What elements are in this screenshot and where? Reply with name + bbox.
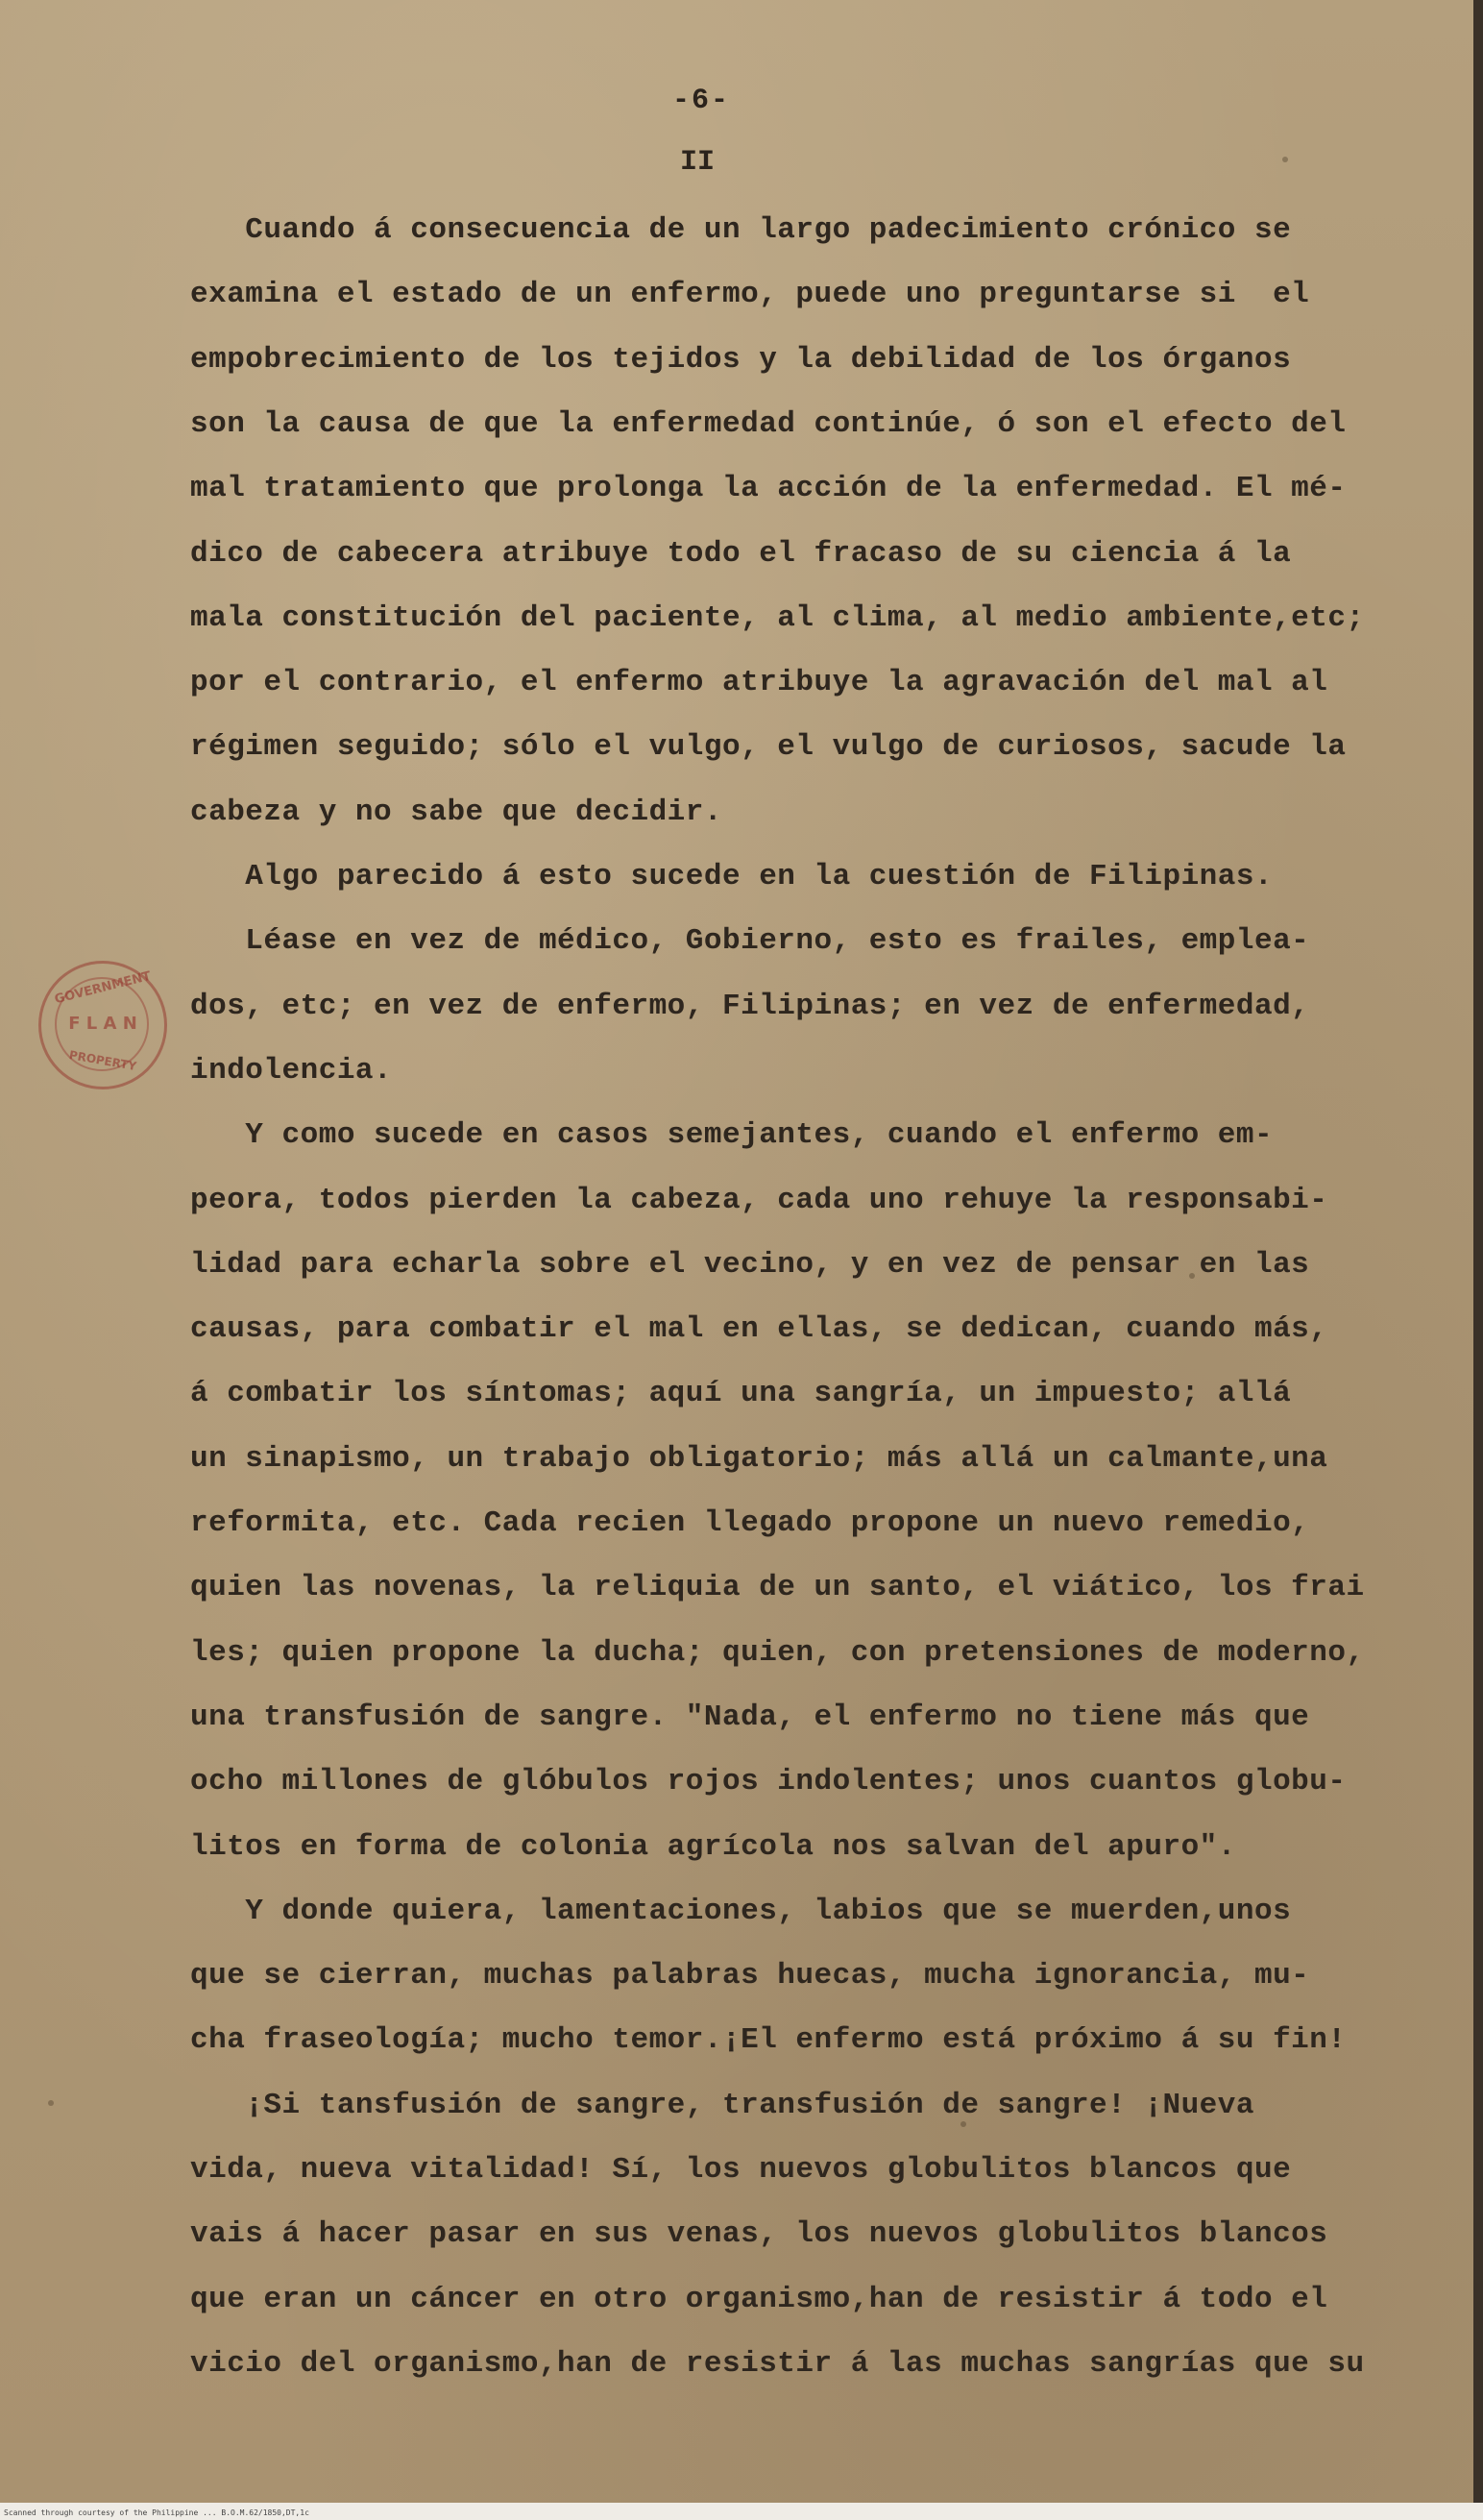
text-line: ocho millones de glóbulos rojos indolentes; unos cuantos globu- [190,1765,1347,1799]
text-line: reformita, etc. Cada recien llegado propone un nuevo remedio, [190,1506,1310,1540]
paper-speck [1282,157,1288,162]
text-line: les; quien propone la ducha; quien, con pretensiones de moderno, [190,1635,1365,1670]
stamp-text-middle: F L A N [68,1014,137,1034]
text-line: Cuando á consecuencia de un largo padecimiento crónico se [190,213,1292,247]
footer-strip [0,2503,1483,2520]
text-line: mala constitución del paciente, al clima, al medio ambiente,etc; [190,600,1365,635]
text-line: cabeza y no sabe que decidir. [190,795,722,829]
stamp-text-bottom: PROPERTY [67,1047,138,1074]
text-line: dico de cabecera atribuye todo el fracaso de su ciencia á la [190,536,1292,571]
text-line: vida, nueva vitalidad! Sí, los nuevos globulitos blancos que [190,2153,1292,2187]
text-line: son la causa de que la enfermedad continúe, ó son el efecto del [190,406,1347,441]
text-line: régimen seguido; sólo el vulgo, el vulgo de curiosos, sacude la [190,730,1347,765]
stamp-text-top: GOVERNMENT [53,968,153,1008]
text-line: una transfusión de sangre. "Nada, el enfermo no tiene más que [190,1700,1310,1734]
text-line: causas, para combatir el mal en ellas, se dedican, cuando más, [190,1312,1328,1347]
text-line: litos en forma de colonia agrícola nos salvan del apuro". [190,1829,1236,1864]
section-heading: II [680,146,716,179]
text-line: Y donde quiera, lamentaciones, labios que se muerden,unos [190,1894,1292,1928]
footer-text: Scanned through courtesy of the Philippine ... B.O.M.62/1850,DT,1c [4,2508,309,2517]
text-line: dos, etc; en vez de enfermo, Filipinas; en vez de enfermedad, [190,989,1310,1023]
text-line: ¡Si tansfusión de sangre, transfusión de sangre! ¡Nueva [190,2088,1254,2122]
government-property-stamp [38,961,167,1089]
text-line: un sinapismo, un trabajo obligatorio; más allá un calmante,una [190,1441,1328,1476]
text-line: Algo parecido á esto sucede en la cuestión de Filipinas. [190,860,1274,893]
text-line: Y como sucede en casos semejantes, cuando el enfermo em- [190,1118,1274,1153]
page-number: -6- [672,85,731,117]
text-line: á combatir los síntomas; aquí una sangría, un impuesto; allá [190,1377,1292,1411]
paper-speck [960,2121,966,2127]
text-line: examina el estado de un enfermo, puede uno preguntarse si el [190,278,1310,312]
text-line: mal tratamiento que prolonga la acción de la enfermedad. El mé- [190,472,1347,506]
text-line: empobrecimiento de los tejidos y la debilidad de los órganos [190,342,1292,377]
text-line: por el contrario, el enfermo atribuye la agravación del mal al [190,666,1328,700]
page-edge-shadow [1473,0,1483,2503]
paper-speck [1189,1273,1195,1279]
text-line: que se cierran, muchas palabras huecas, mucha ignorancia, mu- [190,1959,1310,1994]
text-line: quien las novenas, la reliquia de un santo, el viático, los frai [190,1571,1365,1605]
text-line: cha fraseología; mucho temor.¡El enfermo está próximo á su fin! [190,2023,1347,2058]
text-line: lidad para echarla sobre el vecino, y en vez de pensar en las [190,1247,1310,1282]
text-line: vais á hacer pasar en sus venas, los nuevos globulitos blancos [190,2217,1328,2252]
text-line: peora, todos pierden la cabeza, cada uno rehuye la responsabi- [190,1183,1328,1217]
text-line: vicio del organismo,han de resistir á las muchas sangrías que su [190,2346,1365,2381]
text-line: que eran un cáncer en otro organismo,han de resistir á todo el [190,2282,1328,2316]
paper-speck [48,2100,54,2106]
text-line: Léase en vez de médico, Gobierno, esto es frailes, emplea- [190,924,1310,959]
text-line: indolencia. [190,1053,393,1088]
